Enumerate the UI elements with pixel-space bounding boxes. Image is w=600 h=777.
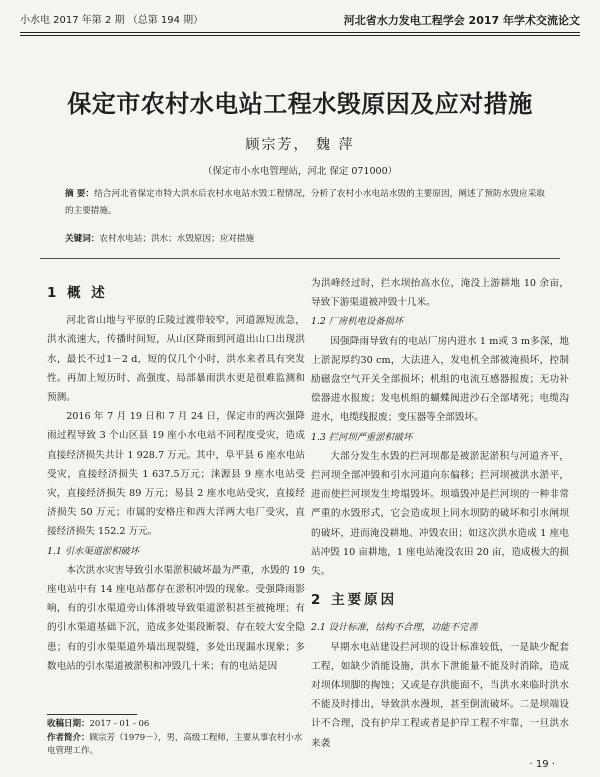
author-bio <box>47 732 305 759</box>
page-number: · 19 · <box>529 759 555 770</box>
paper-title: 保定市农村水电站工程水毁原因及应对措施 <box>67 90 533 118</box>
affiliation: （保定市小水电管理站，河北 保定 071000） <box>202 166 398 177</box>
section-2-1-heading: 2.1 设计标准，结构不合理，功能不完善 <box>311 622 478 634</box>
section-2-heading: 2 主要原因 <box>311 592 398 609</box>
abstract <box>65 186 545 220</box>
column-left <box>47 274 305 676</box>
section-1-2-heading: 1.2 厂房机电设备损坏 <box>311 316 404 328</box>
section-2-1-paragraph: 早期水电站建设拦河坝的设计标准较低，一是缺少配套工程，如缺少消能设施，洪水下泄能量不能及时消除，造成对坝体坝脚的掏蚀；又或是存洪能面不，当洪水来临时洪水不能及时排出，导致洪水漫坝，甚至倒流破坏。二是坝端设计不合理，没有护岸工程或者是护岸工程不牢靠，一旦洪水来袭 <box>311 641 569 749</box>
column-right <box>311 274 569 753</box>
footnote <box>47 718 305 759</box>
continued-paragraph: 为洪峰经过时，拦水坝抬高水位，淹没上游耕地 10 余亩，导致下游渠道被冲毁十几米。 <box>311 278 569 309</box>
keywords-text: 农村水电站；洪水；水毁原因；应对措施 <box>99 234 255 244</box>
section-1-3-paragraph: 大部分发生水毁的拦河坝都是被淤泥淤积与河道齐平，拦河坝全部冲毁和引水河道向东偏移；拦河坝被洪水淤平，进而使拦河坝发生垮塌毁坏。坝墙毁冲是拦河坝的一种非常严重的水毁形式，它会造成坝上同水坝防的破坏和引水闸坝的破坏，进而淹没耕地、冲毁农田；如这次洪水造成 1 座电站冲毁 10 亩耕地，1 座电站淹没农田 20 亩，造成极大的损失。 <box>311 450 569 578</box>
section-1-paragraph-2: 2016 年 7 月 19 日和 7 月 24 日，保定市的两次强降雨过程导致 3 个山区县 19 座小水电站不同程度受灾，造成直接经济损失共计 1 928.7 万元。其中，阜平县 6 座水电站受灾，直接经济损失 1 637.5万元；涞源县 9 座水电站受灾，直接经济损失 89 万元；易县 2 座水电站受灾，直接经济损失 50 万元；市属的安格庄和西大洋两大电厂受灾，直接经济损失 152.2 万元。 <box>47 411 305 538</box>
author-bio-text: 顾宗芳（1979－），男，高级工程师，主要从事农村小水电管理工作。 <box>47 732 303 756</box>
header-rule <box>20 32 580 33</box>
section-1-heading: 1 概 述 <box>47 285 108 301</box>
section-1-2-paragraph: 因强降雨导致有的电站厂房内进水 1 m或 3 m多深，地上淤泥厚约30 cm，大法进入，发电机全部被淹损坏，控制励磁盘空气开关全部损坏；机组的电流互感器报废；无功补偿器进水报废；发电机组的蝴蝶阀进沙石全部堵死；电缆沟进水，电缆线报废；变压器等全部毁坏。 <box>311 335 569 424</box>
received-value: 2017 - 01 - 06 <box>89 719 150 729</box>
header-rule-thin <box>20 35 580 36</box>
abstract-text: 结合河北省保定市特大洪水后农村水电站水毁工程情况，分析了农村小水电站水毁的主要原因，阐述了预防水毁应采取的主要措施。 <box>65 189 545 216</box>
running-header <box>20 12 580 30</box>
journal-issue: 小水电 2017 年第 2 期 （总第 194 期） <box>20 15 204 26</box>
section-1-3-heading: 1.3 拦河坝严重淤积破坏 <box>311 431 413 443</box>
section-1-paragraph-1: 河北省山地与平原的丘陵过渡带较窄，河道源短流急，洪水流速大，传播时间短，从山区降雨到河道出山口出现洪水，最长不过1－2 d，短的仅几个小时，洪水来者具有突发性。再加上短历时、高强度、局部暴雨洪水更是很难监测和预测。 <box>47 315 305 404</box>
keywords <box>65 232 545 246</box>
conference-name: 河北省水力发电工程学会 2017 年学术交流论文 <box>343 14 580 27</box>
author-bio-label: 作者简介： <box>47 732 90 743</box>
abstract-separator <box>40 258 560 259</box>
received-date <box>47 718 305 732</box>
received-label: 收稿日期： <box>47 719 90 729</box>
keywords-label: 关键词： <box>65 234 100 244</box>
footnote-rule <box>47 714 137 715</box>
section-1-1-heading: 1.1 引水渠道淤积破坏 <box>47 545 140 557</box>
section-1-1-paragraph: 本次洪水灾害导致引水渠淤积破坏最为严重，水毁的 19 座电站中有 14 座电站都存在淤积冲毁的现象。受强降雨影响，有的引水渠道旁山体滑坡导致渠道淤积甚至被掩埋；有的引水渠道基础下沉，造成多处渠段断裂、存在较大安全隐患；有的引水渠渠道外墙出现裂缝，多处出现漏水现象；多数电站的引水渠道被淤积和冲毁几十米；有的电站是因 <box>47 564 305 672</box>
authors: 顾宗芳， 魏 萍 <box>245 137 355 153</box>
abstract-label: 摘 要： <box>65 189 95 199</box>
